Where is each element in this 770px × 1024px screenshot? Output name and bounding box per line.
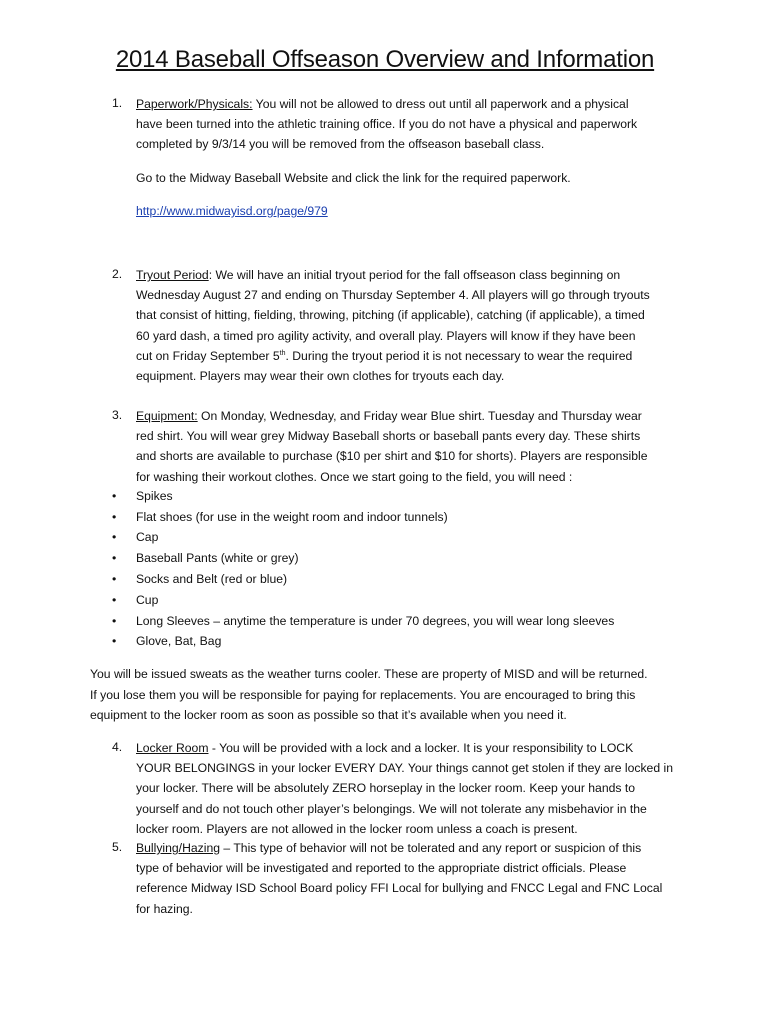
item-5-heading: Bullying/Hazing	[136, 841, 221, 855]
item-2-number: 2.	[112, 267, 123, 281]
equipment-bullet-item: Cap	[136, 530, 159, 544]
item-5-number: 5.	[112, 840, 123, 854]
item-1-note: Go to the Midway Baseball Website and click the link for the required paperwork.	[136, 171, 571, 185]
equipment-bullet-item: Flat shoes (for use in the weight room and indoor tunnels)	[136, 510, 448, 524]
item-2-heading: Tryout Period	[136, 268, 209, 282]
equipment-bullet-item: Cup	[136, 593, 159, 607]
item-1-link-row	[136, 201, 684, 221]
bullet-icon: •	[112, 510, 117, 524]
item-2-tryout-period: Tryout Period: We will have an initial tryout period for the fall offseason class beginning on Wednesday August 27 and ending on Thursday September 4. All players will go through tryouts that consist of hitting, fielding, throwing, pitching (if applicable), catching (if applicable), a timed 60 yard dash, a timed pro agility activity, and overall play. Players will know if they have been cut on Friday September 5th. During the tryout period it is not necessary to wear the required equipment. Players may wear their own clothes for tryouts each day.	[136, 268, 650, 384]
item-3-equipment: Equipment: On Monday, Wednesday, and Friday wear Blue shirt. Tuesday and Thursday wear red shirt. You will wear grey Midway Baseball shorts or baseball pants every day. These shirts and shorts are available to purchase ($10 per shirt and $10 for shorts). Players are responsible for washing their workout clothes. Once we start going to the field, you will need :	[136, 409, 648, 484]
item-4-heading: Locker Room	[136, 741, 209, 755]
item-4-number: 4.	[112, 740, 123, 754]
item-4-locker-room: Locker Room - You will be provided with a lock and a locker. It is your responsibility to LOCK YOUR BELONGINGS in your locker EVERY DAY. Your things cannot get stolen if they are locked in your locker. There will be absolutely ZERO horseplay in the locker room. Keep your hands to yourself and do not touch other player’s belongings. We will not tolerate any misbehavior in the locker room. Players are not allowed in the locker room unless a coach is present.	[136, 741, 673, 836]
bullet-icon: •	[112, 530, 117, 544]
item-1-paperwork: Paperwork/Physicals: You will not be allowed to dress out until all paperwork and a physical have been turned into the athletic training office. If you do not have a physical and paperwork completed by 9/3/14 you will be removed from the offseason baseball class.	[136, 97, 638, 152]
bullet-icon: •	[112, 614, 117, 628]
item-5-bullying-hazing: Bullying/Hazing – This type of behavior will not be tolerated and any report or suspicion of this type of behavior will be investigated and reported to the appropriate district officials. Please reference Midway ISD School Board policy FFI Local for bullying and FNCC Legal and FNC Local for hazing.	[136, 841, 663, 916]
item-3-heading: Equipment:	[136, 409, 198, 423]
item-1-number: 1.	[112, 96, 123, 110]
paperwork-link[interactable]: http://www.midwayisd.org/page/979	[136, 204, 328, 218]
equipment-bullet-item: Long Sleeves – anytime the temperature is under 70 degrees, you will wear long sleeves	[136, 614, 615, 628]
bullet-icon: •	[112, 593, 117, 607]
item-3-number: 3.	[112, 408, 123, 422]
item-1-heading: Paperwork/Physicals:	[136, 97, 253, 111]
equipment-bullet-item: Spikes	[136, 489, 173, 503]
bullet-icon: •	[112, 489, 117, 503]
equipment-bullet-item: Socks and Belt (red or blue)	[136, 572, 288, 586]
bullet-icon: •	[112, 634, 117, 648]
equipment-bullet-item: Baseball Pants (white or grey)	[136, 551, 299, 565]
equipment-bullet-item: Glove, Bat, Bag	[136, 634, 222, 648]
bullet-icon: •	[112, 572, 117, 586]
sweats-paragraph: You will be issued sweats as the weather turns cooler. These are property of MISD and will be returned. If you lose them you will be responsible for paying for replacements. You are encouraged to bring this equipment to the locker room as soon as possible so that it’s available when you need it.	[90, 667, 648, 723]
document-title: 2014 Baseball Offseason Overview and Information	[115, 46, 655, 73]
bullet-icon: •	[112, 551, 117, 565]
